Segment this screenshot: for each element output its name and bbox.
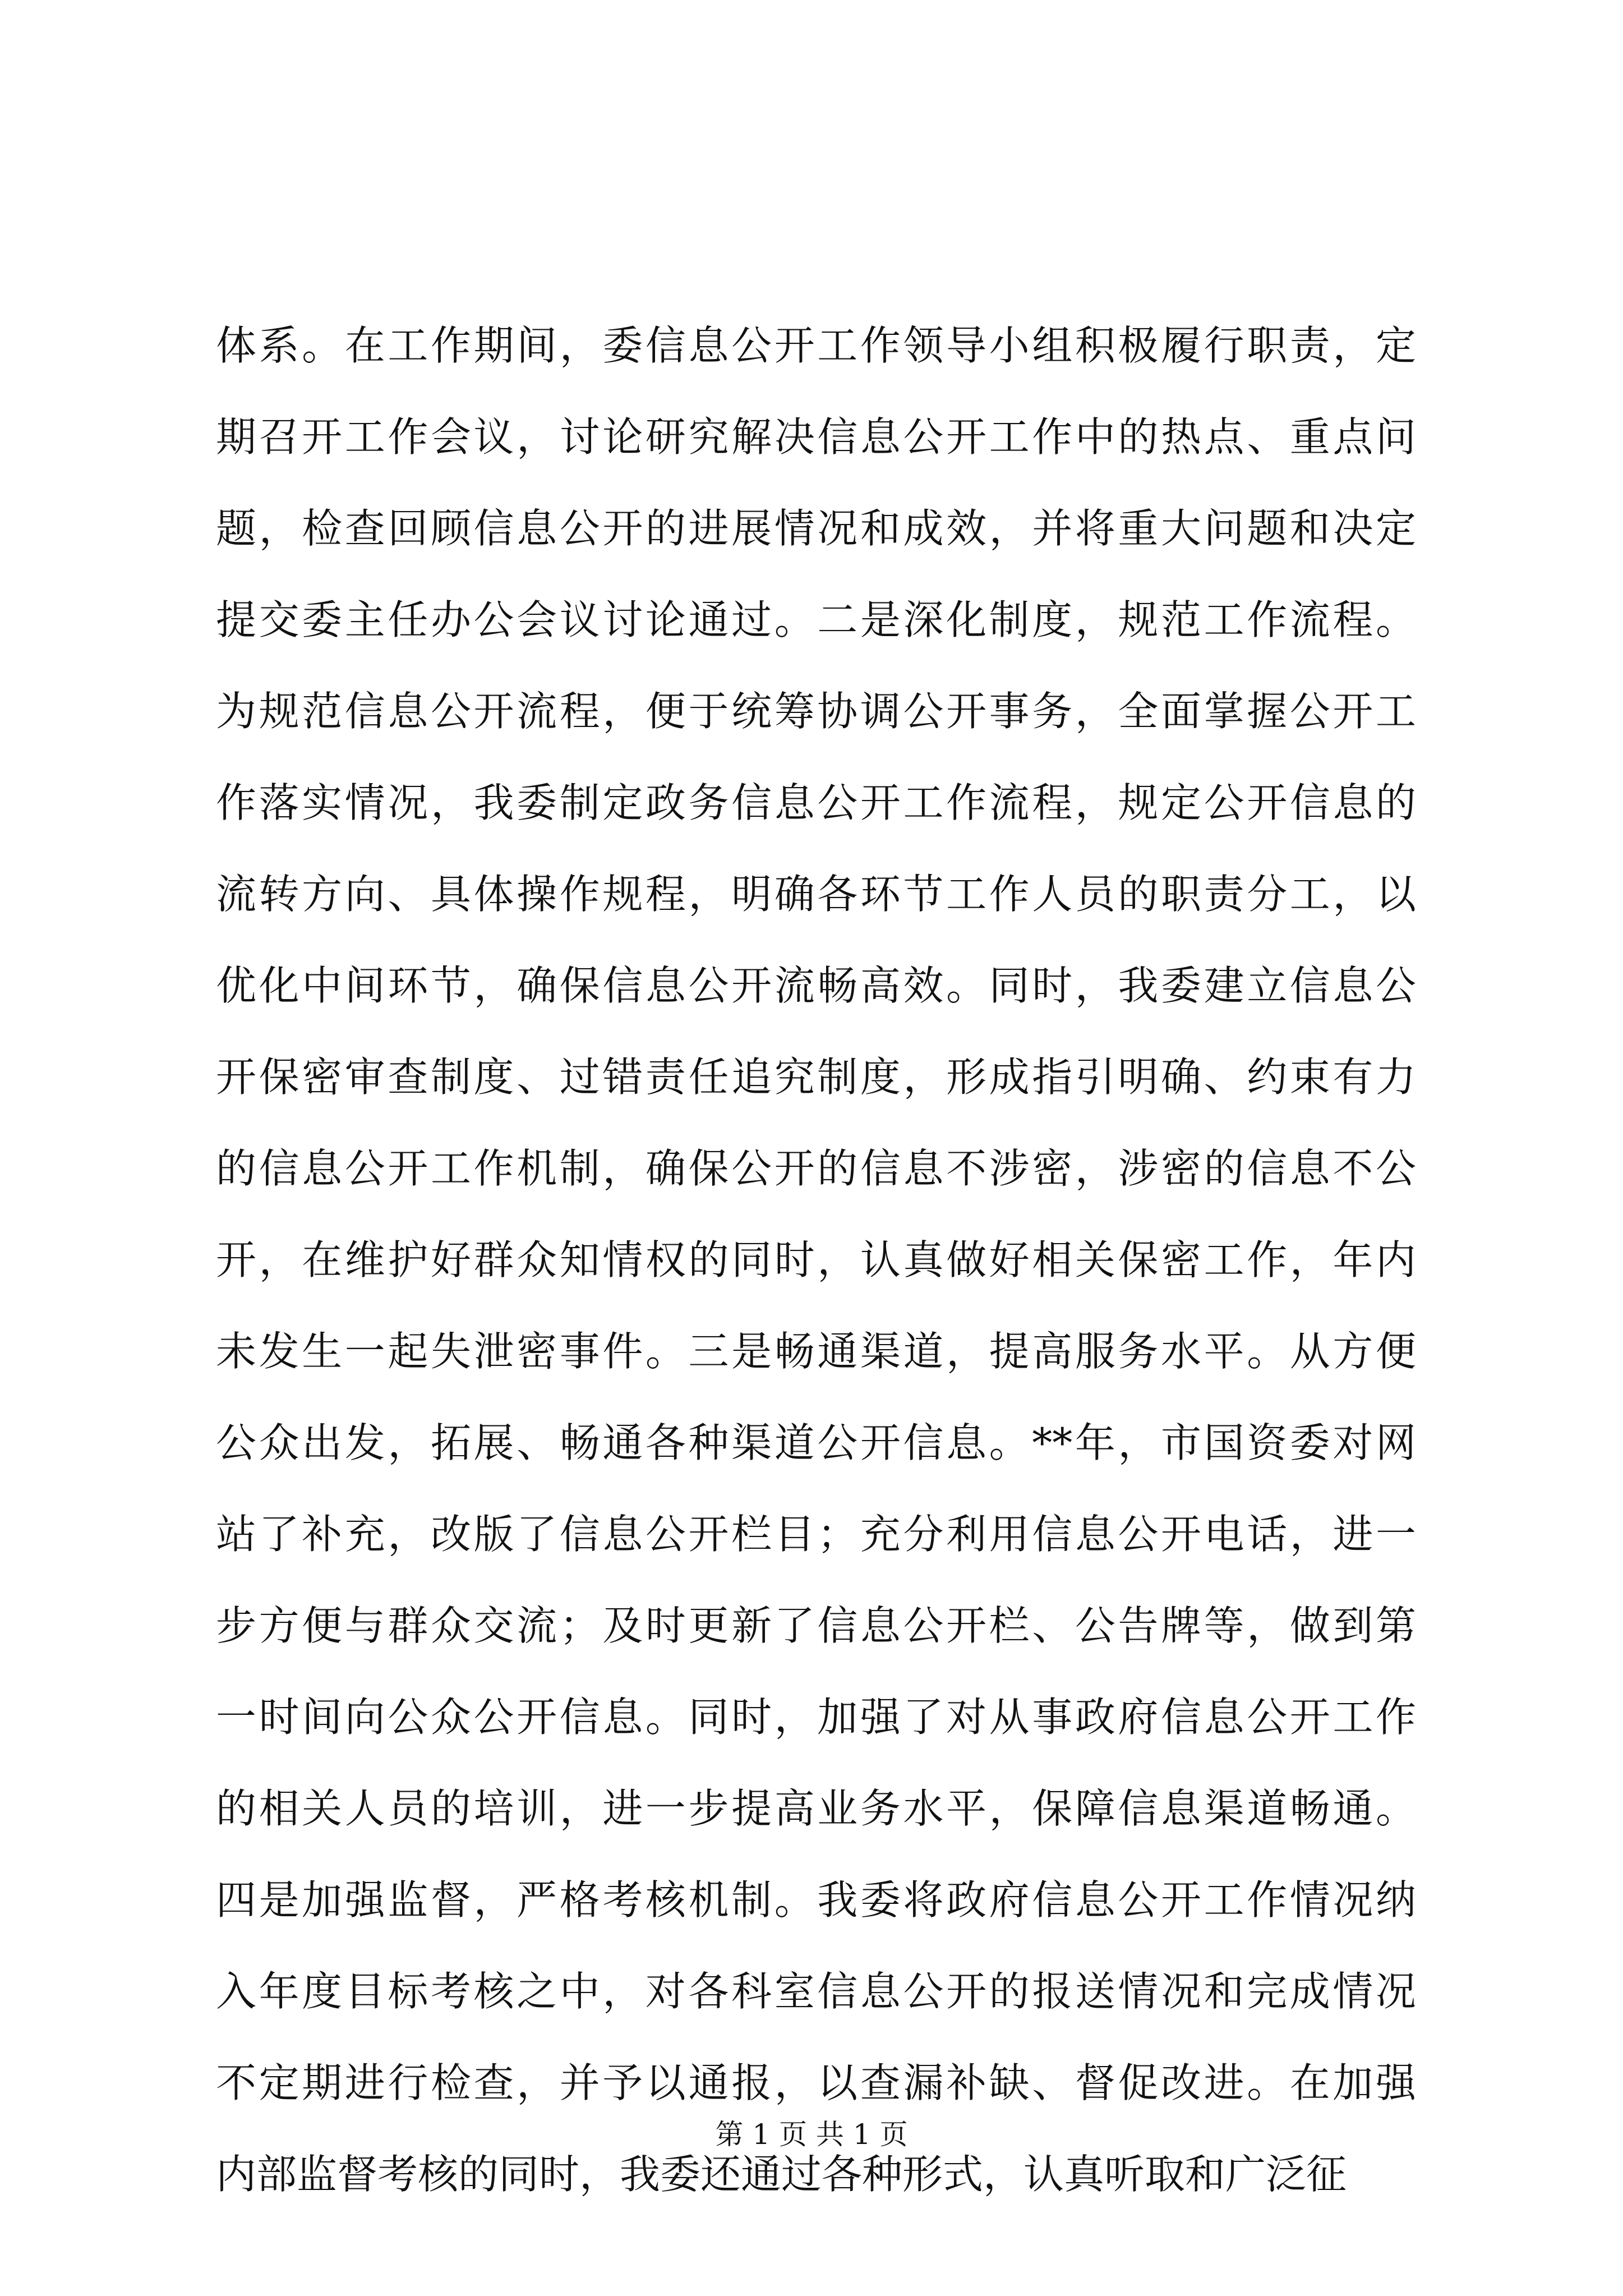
text-line: 一时间向公众公开信息。同时，加强了对从事政府信息公开工作 [216,1694,1416,1741]
page-footer: 第 1 页 共 1 页 [715,2118,908,2151]
text-line: 的信息公开工作机制，确保公开的信息不涉密，涉密的信息不公 [216,1145,1416,1192]
text-line: 未发生一起失泄密事件。三是畅通渠道，提高服务水平。从方便 [216,1328,1416,1375]
text-line: 不定期进行检查，并予以通报，以查漏补缺、督促改进。在加强 [216,2059,1416,2106]
text-line: 提交委主任办公会议讨论通过。二是深化制度，规范工作流程。 [216,596,1416,643]
text-line: 期召开工作会议，讨论研究解决信息公开工作中的热点、重点问 [216,413,1416,461]
text-line: 公众出发，拓展、畅通各种渠道公开信息。**年，市国资委对网 [216,1419,1416,1466]
text-line: 步方便与群众交流；及时更新了信息公开栏、公告牌等，做到第 [216,1602,1416,1649]
text-line: 流转方向、具体操作规程，明确各环节工作人员的职责分工，以 [216,871,1416,918]
text-line: 四是加强监督，严格考核机制。我委将政府信息公开工作情况纳 [216,1876,1416,1924]
text-line: 内部监督考核的同时，我委还通过各种形式，认真听取和广泛征 [216,2151,1347,2198]
text-line: 作落实情况，我委制定政务信息公开工作流程，规定公开信息的 [216,779,1416,826]
text-line: 开，在维护好群众知情权的同时，认真做好相关保密工作，年内 [216,1236,1416,1283]
text-line: 优化中间环节，确保信息公开流畅高效。同时，我委建立信息公 [216,962,1416,1009]
text-line: 的相关人员的培训，进一步提高业务水平，保障信息渠道畅通。 [216,1785,1416,1832]
text-line: 入年度目标考核之中，对各科室信息公开的报送情况和完成情况 [216,1968,1416,2015]
body-text [216,300,1416,2220]
text-line: 站了补充，改版了信息公开栏目；充分利用信息公开电话，进一 [216,1511,1416,1558]
text-line: 题，检查回顾信息公开的进展情况和成效，并将重大问题和决定 [216,505,1416,552]
text-line: 体系。在工作期间，委信息公开工作领导小组积极履行职责，定 [216,322,1416,369]
text-line: 开保密审查制度、过错责任追究制度，形成指引明确、约束有力 [216,1053,1416,1101]
text-line: 为规范信息公开流程，便于统筹协调公开事务，全面掌握公开工 [216,688,1416,735]
